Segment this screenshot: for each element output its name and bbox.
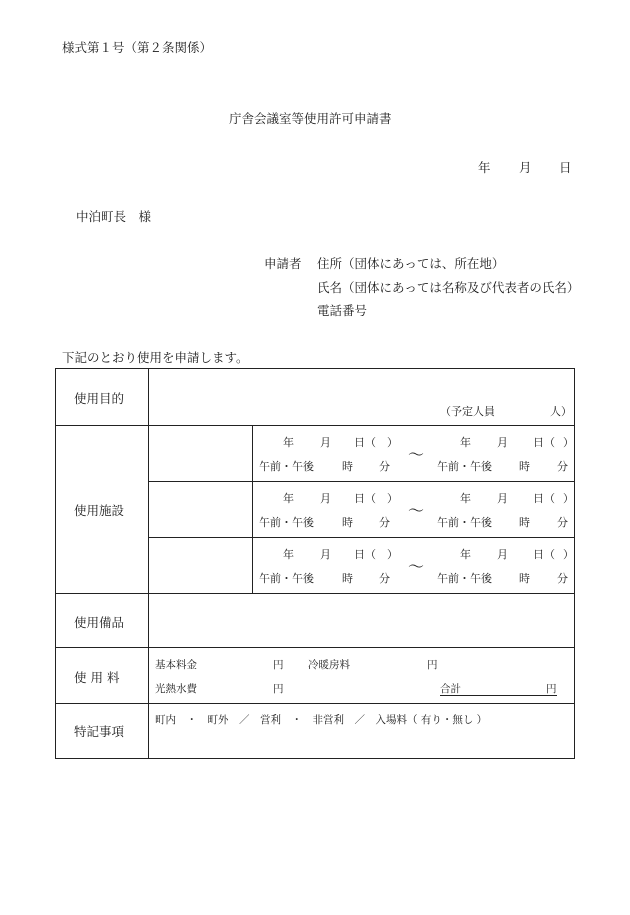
slot-tilde: ～ (408, 445, 425, 464)
applicant-address: 住所（団体にあっては、所在地） (317, 256, 505, 271)
equipment-label: 使用備品 (74, 615, 125, 630)
heating-fee-label: 冷暖房料 (308, 659, 350, 671)
slot-end-hour: 時 (519, 516, 530, 529)
utilities-fee-label: 光熱水費 (155, 683, 197, 695)
slot-end-minute: 分 (557, 460, 568, 473)
slot-tilde: ～ (408, 557, 425, 576)
addressee: 中泊町長 様 (76, 209, 152, 224)
heating-fee-yen: 円 (427, 659, 438, 671)
basic-fee-yen: 円 (273, 659, 284, 671)
total-underline (440, 695, 557, 696)
slot-start-month: 月 (320, 548, 331, 561)
slot-start-minute: 分 (379, 460, 390, 473)
notes-label: 特記事項 (74, 724, 125, 739)
slot-end-minute: 分 (557, 572, 568, 585)
slot-end-day: 日（ (533, 548, 555, 561)
notes-options[interactable]: 町内 ・ 町外 ／ 営利 ・ 非営利 ／ 入場料（ 有り・無し ） (155, 714, 488, 726)
slot-end-year: 年 (460, 548, 471, 561)
slot-end-ampm: 午前・午後 (437, 516, 492, 529)
page-title: 庁舎会議室等使用許可申請書 (229, 111, 392, 126)
applicant-name: 氏名（団体にあっては名称及び代表者の氏名） (317, 280, 580, 295)
equipment-field[interactable] (150, 595, 572, 645)
facility-name-field-2[interactable] (150, 483, 250, 535)
slot-end-close: ） (563, 492, 574, 505)
slot-tilde: ～ (408, 501, 425, 520)
slot-end-year: 年 (460, 492, 471, 505)
slot-end-ampm: 午前・午後 (437, 460, 492, 473)
date-day-label: 日 (559, 160, 572, 175)
utilities-fee-yen: 円 (273, 683, 284, 695)
slot-end-minute: 分 (557, 516, 568, 529)
slot-start-year: 年 (283, 492, 294, 505)
planned-people-field[interactable]: （予定人員 人） (440, 405, 572, 418)
slot-start-minute: 分 (379, 516, 390, 529)
slot-end-ampm: 午前・午後 (437, 572, 492, 585)
applicant-label: 申請者 (264, 256, 302, 271)
slot-start-close: ） (387, 548, 398, 561)
date-year-label: 年 (478, 160, 491, 175)
facility-name-field-1[interactable] (150, 427, 250, 479)
slot-end-month: 月 (497, 492, 508, 505)
slot-start-hour: 時 (342, 460, 353, 473)
slot-start-close: ） (387, 492, 398, 505)
slot-start-month: 月 (320, 436, 331, 449)
slot-end-day: 日（ (533, 492, 555, 505)
slot-start-hour: 時 (342, 516, 353, 529)
total-fee-label: 合計 (440, 683, 461, 695)
slot-end-close: ） (563, 548, 574, 561)
facility-name-field-3[interactable] (150, 539, 250, 591)
fee-label: 使 用 料 (74, 670, 120, 685)
slot-end-day: 日（ (533, 436, 555, 449)
slot-end-close: ） (563, 436, 574, 449)
slot-start-day: 日（ (354, 436, 376, 449)
slot-start-year: 年 (283, 548, 294, 561)
slot-end-month: 月 (497, 436, 508, 449)
applicant-phone: 電話番号 (317, 303, 368, 318)
slot-start-hour: 時 (342, 572, 353, 585)
form-number: 様式第１号（第２条関係） (62, 40, 213, 55)
slot-start-ampm: 午前・午後 (259, 572, 314, 585)
slot-start-day: 日（ (354, 492, 376, 505)
slot-start-ampm: 午前・午後 (259, 460, 314, 473)
slot-end-hour: 時 (519, 572, 530, 585)
slot-start-month: 月 (320, 492, 331, 505)
facility-label: 使用施設 (74, 503, 125, 518)
slot-end-hour: 時 (519, 460, 530, 473)
slot-start-day: 日（ (354, 548, 376, 561)
slot-start-year: 年 (283, 436, 294, 449)
purpose-label: 使用目的 (74, 391, 125, 406)
slot-start-minute: 分 (379, 572, 390, 585)
total-fee-yen: 円 (546, 683, 557, 695)
slot-start-ampm: 午前・午後 (259, 516, 314, 529)
intro-text: 下記のとおり使用を申請します。 (62, 350, 249, 365)
slot-end-month: 月 (497, 548, 508, 561)
basic-fee-label: 基本料金 (155, 659, 197, 671)
slot-start-close: ） (387, 436, 398, 449)
slot-end-year: 年 (460, 436, 471, 449)
date-month-label: 月 (519, 160, 532, 175)
